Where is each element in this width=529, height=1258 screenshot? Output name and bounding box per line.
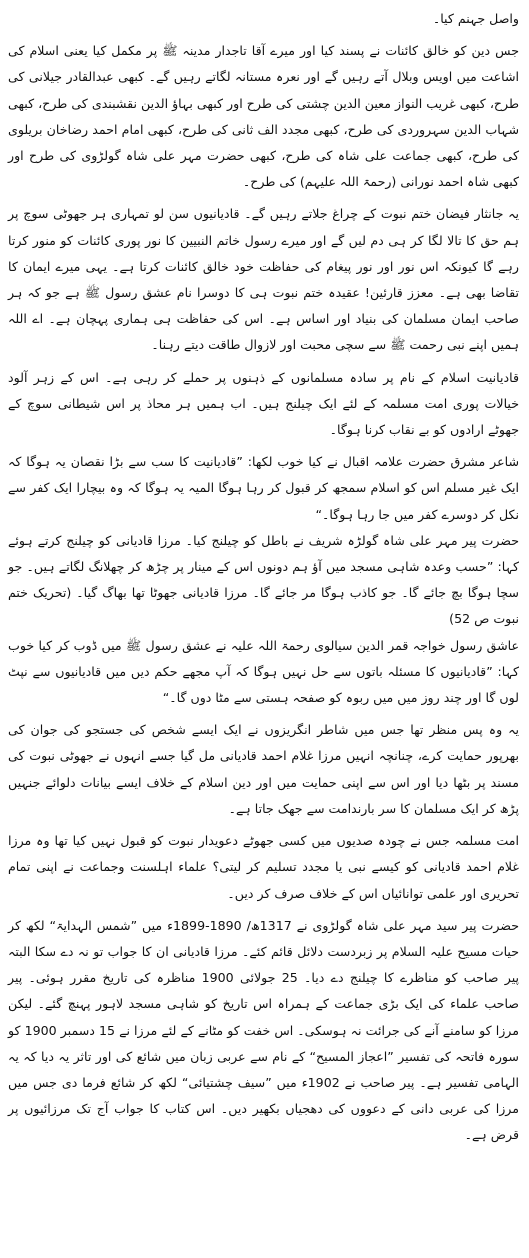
paragraph-2: جس دین کو خالق کائنات نے پسند کیا اور میرے آقا تاجدار مدینہ ﷺ پر مکمل کیا یعنی اسلام کی اشاعت میں اویس وبلال آتے رہیں گے اور نعرہ مستانہ لگاتے رہیں گے۔ کبھی عبدالقادر جیلانی کی طرح، کبھی غریب النواز معین الدین چشتی کی طرح اور کبھی بہاؤ الدین نقشبندی کی طرح، کبھی شہاب الدین سہروردی کی طرح، کبھی مجدد الف ثانی کی طرح، کبھی امام احمد رضاخان بریلوی کی طرح، کبھی جماعت علی شاہ کی طرح، کبھی حضرت مہر علی شاہ گولڑوی کی طرح اور کبھی شاہ احمد نورانی (رحمۃ اللہ علیہم) کی طرح۔ [8, 43, 519, 190]
paragraph-10: حضرت پیر سید مہر علی شاہ گولڑوی نے 1317ھ/ 1890-1899ء میں ”شمس الہدایۃ“ لکھ کر حیات مسیح علیہ السلام پر زبردست دلائل قائم کئے۔ مرزا قادیانی ان کا جواب تو نہ دے سکا البتہ پیر صاحب کو مناظرے کا چیلنج دے دیا۔ 25 جولائی 1900 مناظرہ کی تاریخ مقرر ہوئی۔ پیر صاحب علماء کی ایک بڑی جماعت کے ہمراہ اس تاریخ کو شاہی مسجد لاہور پہنچ گئے۔ لیکن مرزا کو سامنے آنے کی جرائت نہ ہوسکی۔ اس خفت کو مٹانے کے لئے مرزا نے 15 دسمبر 1900 کو سورہ فاتحہ کی تفسیر ”اعجاز المسیح“ کے نام سے عربی زبان میں شائع کی اور تاثر یہ دیا کہ یہ الہامی تفسیر ہے۔ پیر صاحب نے 1902ء میں ”سیف چشتیائی“ لکھ کر شائع فرما دی جس میں مرزا کی عربی دانی کے دعووں کی دھجیاں بکھیر دیں۔ اس کتاب کا جواب آج تک مرزائیوں پر قرض ہے۔ [8, 917, 520, 1143]
paragraph-3: یہ جانثار فیضان ختم نبوت کے چراغ جلاتے رہیں گے۔ قادیانیوں سن لو تمہاری ہر جھوٹی سوچ پر ہم حق کا تالا لگا کر ہی دم لیں گے اور میرے رسول خاتم النبیین کا نور پوری کائنات کو منور کرتا رہے گا کیونکہ اس نور اور نور پیغام کی حفاظت خود خالق کائنات کرتا ہے۔ یہی میرے ایمان کا تقاضا بھی ہے۔ معزز قارئین! عقیدہ ختم نبوت ہی کا دوسرا نام عشق رسول ﷺ ہے جو کہ ہر صاحب ایمان مسلمان کی بنیاد اور اساس ہے۔ اس کی حفاظت ہی ہماری پہچان ہے۔ اے اللہ ہمیں اپنے نبی رحمت ﷺ سے سچی محبت اور لازوال طاقت دیتے رہنا۔ [8, 206, 519, 353]
paragraph-7: عاشق رسول خواجہ قمر الدین سیالوی رحمۃ اللہ علیہ نے عشق رسول ﷺ میں ڈوب کر کیا خوب کہا: ”قادیانیوں کا مسئلہ باتوں سے حل نہیں ہوگا کہ آپ مجھے حکم دیں میں قادیانیوں سے نپٹ لوں گا اور چند روز میں میں ربوہ کو صفحہ ہستی سے مٹا دوں گا۔“ [8, 637, 519, 706]
paragraph-8: یہ وہ پس منظر تھا جس میں شاطر انگریزوں نے ایک ایسے شخص کی جستجو کی جوان کی بھرپور حمایت کرے، چنانچہ انہیں مرزا غلام احمد قادیانی مل گیا جسے انہوں نے جھوٹی نبوت کی مسند پر بٹھا دیا اور اس سے اپنی حمایت میں اور دین اسلام کے خلاف ایسے بیانات دلوائے جنہیں پڑھ کر ایک مسلمان کا سر بارندامت سے جھک جاتا ہے۔ [8, 722, 519, 816]
paragraph-9: امت مسلمہ جس نے چودہ صدیوں میں کسی جھوٹے دعویدار نبوت کو قبول نہیں کیا تھا وہ مرزا غلام احمد قادیانی کو کیسے نبی یا مجدد تسلیم کر لیتی؟ علماء اہلسنت وجماعت نے اپنی تمام تحریری اور علمی توانائیاں اس کے خلاف صرف کر دیں۔ [8, 833, 519, 901]
paragraph-1: واصل جہنم کیا۔ [432, 11, 519, 26]
paragraph-4: قادیانیت اسلام کے نام پر سادہ مسلمانوں کے ذہنوں پر حملے کر رہی ہے۔ اس کے زہر آلود خیالات پوری امت مسلمہ کے لئے ایک چیلنج ہیں۔ اب ہمیں ہر محاذ پر اس شیطانی سوچ کے جھوٹے ارادوں کو بے نقاب کرنا ہوگا۔ [8, 369, 519, 438]
paragraph-6: حضرت پیر مہر علی شاہ گولڑہ شریف نے باطل کو چیلنج کیا۔ مرزا قادیانی کو چیلنج کرتے ہوئے کہا: ”حسب وعدہ شاہی مسجد میں آؤ ہم دونوں اس کے مینار پر چڑھ کر چھلانگ لگاتے ہیں۔ جو سچا ہوگا بچ جائے گا۔ جو کاذب ہوگا مر جائے گا۔ مرزا قادیانی جھوٹا تھا بھاگ گیا۔ (تحریک ختم نبوت ص 52) [8, 532, 519, 627]
paragraph-5: شاعر مشرق حضرت علامہ اقبال نے کیا خوب لکھا: ”قادیانیت کا سب سے بڑا نقصان یہ ہوگا کہ ایک غیر مسلم اس کو اسلام سمجھ کر قبول کر رہا ہوگا المیہ یہ ہوگا کہ وہ بیچارا ایک کفر سے نکل کر دوسرے کفر میں جا رہا ہوگا۔“ [8, 454, 519, 522]
